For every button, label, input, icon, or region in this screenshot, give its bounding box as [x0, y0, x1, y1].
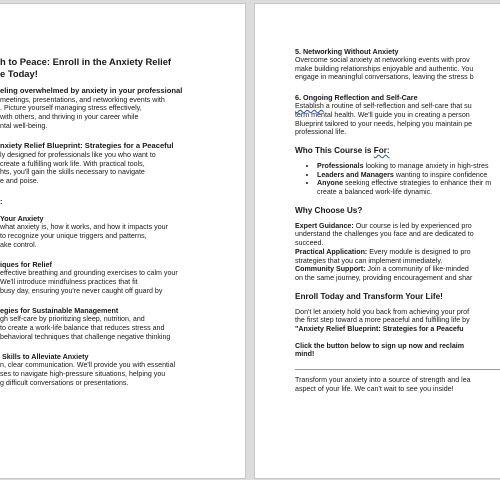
why-item-text: Every module is designed to pro strategies that you can implement immediately.: [295, 247, 471, 265]
enroll-text-body: Don't let anxiety hold you back from achieving your prof the first step toward a more peaceful and fulfilling life by: [295, 307, 470, 325]
enroll-course-title: "Anxiety Relief Blueprint: Strategies for a Peacefu: [295, 325, 464, 334]
module-text-part: term mental health. We'll guide you in creating a person Blueprint tailored to your needs, helping you maintain pe professional life.: [295, 110, 473, 137]
who-heading: [295, 146, 500, 156]
why-item-bold: Practical Application:: [295, 247, 368, 256]
who-list: [295, 162, 500, 197]
module-heading: 6. Ongoing Reflection and Self-Care: [295, 93, 418, 103]
why-item-text: Join a community of like-minded on the same journey, providing encouragement and shar: [295, 265, 473, 282]
why-item: [295, 265, 500, 282]
blueprint-heading: nxiety Relief Blueprint: Strategies for a Peaceful: [0, 141, 174, 151]
spellcheck-word: Establish: [295, 102, 324, 111]
list-item-bold: Leaders and Managers: [317, 170, 394, 179]
cta-text: Click the button below to sign up now and reclaim mind!: [295, 341, 465, 359]
why-item-bold: Expert Guidance:: [295, 221, 354, 230]
enroll-heading: Enroll Today and Transform Your Life!: [295, 291, 443, 301]
module-text: effective breathing and grounding exercises to calm your We'll introduce mindfulness practices that fit busy day, ensuring you're never caught off guard by: [0, 269, 178, 295]
why-item-bold: Community Support:: [295, 265, 366, 274]
list-item: [317, 162, 500, 171]
divider: [295, 369, 500, 370]
list-item-text: seeking effective strategies to enhance their m create a balanced work-life dynamic.: [317, 179, 492, 197]
module-text: [295, 102, 500, 137]
module-heading: Skills to Alleviate Anxiety: [0, 352, 89, 362]
module-text: gh self-care by prioritizing sleep, nutrition, and to create a work-life balance that reduces stress and behavioral techniques that challenge negative thinking: [0, 315, 171, 341]
list-item-bold: Anyone: [317, 179, 344, 188]
module-heading: iques for Relief: [0, 260, 52, 270]
list-item: [317, 171, 500, 180]
list-item-bold: Professionals: [317, 161, 364, 170]
left-page: [0, 4, 245, 478]
why-item-text: Our course is led by experienced pro understand the challenges you face and are dedicated to succeed.: [295, 221, 474, 248]
learn-heading: :: [0, 196, 3, 206]
who-heading-text: Who This Course is: [295, 145, 374, 155]
module-text-part: a routine of self-reflection and self-care that su: [323, 102, 472, 111]
module-text: what anxiety is, how it works, and how it impacts your to recognize your unique triggers and patterns, ake control.: [0, 223, 168, 249]
module-heading: Your Anxiety: [0, 214, 44, 224]
module-heading: 5. Networking Without Anxiety: [295, 47, 399, 56]
list-item-text: wanting to inspire confidence: [393, 170, 488, 179]
module-heading: egies for Sustainable Management: [0, 306, 119, 316]
module-text: Overcome social anxiety at networking events with prov make building relationships enjoyable and authentic. You engage in meaningful conversations, leaving the stress b: [295, 56, 474, 82]
intro-heading: eling overwhelmed by anxiety in your professional: [0, 86, 183, 95]
page-title: h to Peace: Enroll in the Anxiety Relief e Today!: [0, 56, 172, 79]
intro-text: meetings, presentations, and networking events with . Picture yourself managing stress effectively, with others, and thriving in your career while ntal well-being.: [0, 95, 165, 130]
enroll-text: [295, 308, 500, 325]
list-item: [317, 179, 500, 196]
why-heading: Why Choose Us?: [295, 205, 363, 215]
blueprint-text: ly designed for professionals like you who want to create a fulfilling work life. With practical tools, hts, you'll gain the skills necessary to navigate e and poise.: [0, 150, 156, 185]
spellcheck-word: For:: [373, 145, 390, 155]
closing-text: Transform your anxiety into a source of strength and lea aspect of your life. We can't wait to see you inside!: [295, 376, 471, 393]
left-page-content: [0, 56, 238, 399]
module-text: n, clear communication. We'll provide you with essential ses to navigate high-pressure situations, helping you g difficult conversations or presentations.: [0, 361, 176, 387]
list-item-text: looking to manage anxiety in high-stres: [363, 161, 489, 170]
right-page: [255, 4, 500, 478]
right-page-content: [295, 47, 500, 401]
why-item: [295, 248, 500, 265]
why-item: [295, 222, 500, 248]
